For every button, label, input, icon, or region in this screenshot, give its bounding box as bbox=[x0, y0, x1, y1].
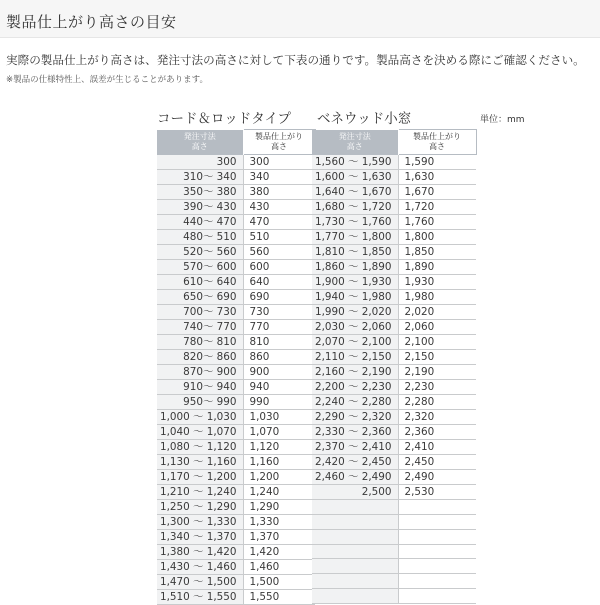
order-size-cell: 570～ 600 bbox=[157, 260, 243, 275]
table-row bbox=[312, 365, 476, 380]
order-size-cell: 870～ 900 bbox=[157, 365, 243, 380]
finished-height-cell: 2,280 bbox=[398, 395, 476, 410]
finished-height-cell: 2,100 bbox=[398, 335, 476, 350]
order-size-cell: 1,860 ～ 1,890 bbox=[312, 260, 398, 275]
intro-text: 実際の製品仕上がり高さは、発注寸法の高さに対して下表の通りです。製品高さを決める際にご確認ください。 bbox=[6, 53, 585, 67]
finished-height-cell: 1,670 bbox=[398, 185, 476, 200]
finished-height-cell: 1,590 bbox=[398, 155, 476, 170]
order-size-cell: 1,250 ～ 1,290 bbox=[157, 500, 243, 515]
finished-height-cell: 1,290 bbox=[243, 500, 315, 515]
finished-height-cell: 1,070 bbox=[243, 425, 315, 440]
order-size-cell: 2,110 ～ 2,150 bbox=[312, 350, 398, 365]
table-row bbox=[312, 514, 476, 529]
finished-height-cell: 1,630 bbox=[398, 170, 476, 185]
order-size-cell: 1,940 ～ 1,980 bbox=[312, 290, 398, 305]
finished-height-cell: 2,450 bbox=[398, 455, 476, 470]
finished-height-cell: 2,530 bbox=[398, 485, 476, 500]
order-size-cell: 2,330 ～ 2,360 bbox=[312, 425, 398, 440]
finished-height-cell: 470 bbox=[243, 215, 315, 230]
col-header-order-size: 発注寸法 高さ bbox=[312, 130, 398, 155]
table-row bbox=[157, 575, 315, 590]
table-row bbox=[312, 245, 476, 260]
table-row bbox=[312, 350, 476, 365]
finished-height-cell: 1,160 bbox=[243, 455, 315, 470]
table-row bbox=[157, 500, 315, 515]
order-size-cell: 1,130 ～ 1,160 bbox=[157, 455, 243, 470]
table-row bbox=[312, 320, 476, 335]
finished-height-cell: 1,720 bbox=[398, 200, 476, 215]
table-row bbox=[157, 425, 315, 440]
height-table-venewood bbox=[312, 129, 477, 604]
finished-height-cell: 770 bbox=[243, 320, 315, 335]
finished-height-cell: 2,020 bbox=[398, 305, 476, 320]
order-size-cell: 1,810 ～ 1,850 bbox=[312, 245, 398, 260]
table-row bbox=[157, 410, 315, 425]
table-row bbox=[312, 230, 476, 245]
col-header-order-size: 発注寸法 高さ bbox=[157, 130, 243, 155]
finished-height-cell: 1,850 bbox=[398, 245, 476, 260]
table-title-venewood: ベネウッド小窓 bbox=[317, 111, 412, 127]
table-row bbox=[157, 305, 315, 320]
order-size-cell bbox=[312, 574, 398, 589]
finished-height-cell: 2,060 bbox=[398, 320, 476, 335]
finished-height-cell: 2,410 bbox=[398, 440, 476, 455]
table-row bbox=[312, 410, 476, 425]
finished-height-cell: 510 bbox=[243, 230, 315, 245]
finished-height-cell: 1,760 bbox=[398, 215, 476, 230]
table-row bbox=[312, 185, 476, 200]
order-size-cell: 910～ 940 bbox=[157, 380, 243, 395]
order-size-cell bbox=[312, 500, 398, 515]
order-size-cell: 440～ 470 bbox=[157, 215, 243, 230]
finished-height-cell: 2,490 bbox=[398, 470, 476, 485]
table-row bbox=[157, 455, 315, 470]
order-size-cell: 1,990 ～ 2,020 bbox=[312, 305, 398, 320]
finished-height-cell: 300 bbox=[243, 155, 315, 170]
finished-height-cell: 690 bbox=[243, 290, 315, 305]
order-size-cell: 2,200 ～ 2,230 bbox=[312, 380, 398, 395]
table-row bbox=[312, 440, 476, 455]
finished-height-cell: 2,150 bbox=[398, 350, 476, 365]
finished-height-cell: 1,800 bbox=[398, 230, 476, 245]
order-size-cell: 1,510 ～ 1,550 bbox=[157, 590, 243, 605]
table-row bbox=[312, 574, 476, 589]
finished-height-cell: 1,890 bbox=[398, 260, 476, 275]
header-bar bbox=[0, 0, 600, 38]
order-size-cell: 1,640 ～ 1,670 bbox=[312, 185, 398, 200]
table-title-cord-rod: コード＆ロッドタイプ bbox=[157, 111, 292, 127]
col-header-finished-height: 製品仕上がり 高さ bbox=[398, 130, 476, 155]
finished-height-cell bbox=[398, 529, 476, 544]
finished-height-cell: 1,930 bbox=[398, 275, 476, 290]
table-row bbox=[157, 260, 315, 275]
finished-height-cell bbox=[398, 544, 476, 559]
table-row bbox=[312, 200, 476, 215]
table-row bbox=[157, 530, 315, 545]
table-row bbox=[312, 380, 476, 395]
finished-height-cell: 1,420 bbox=[243, 545, 315, 560]
page-title: 製品仕上がり高さの目安 bbox=[6, 13, 177, 31]
table-row bbox=[312, 305, 476, 320]
finished-height-cell: 380 bbox=[243, 185, 315, 200]
table-row bbox=[312, 155, 476, 170]
finished-height-cell: 1,200 bbox=[243, 470, 315, 485]
finished-height-cell: 900 bbox=[243, 365, 315, 380]
order-size-cell: 350～ 380 bbox=[157, 185, 243, 200]
order-size-cell: 1,340 ～ 1,370 bbox=[157, 530, 243, 545]
table-row bbox=[157, 485, 315, 500]
order-size-cell: 1,600 ～ 1,630 bbox=[312, 170, 398, 185]
order-size-cell: 2,160 ～ 2,190 bbox=[312, 365, 398, 380]
order-size-cell: 1,210 ～ 1,240 bbox=[157, 485, 243, 500]
table-row bbox=[312, 470, 476, 485]
order-size-cell: 480～ 510 bbox=[157, 230, 243, 245]
finished-height-cell: 1,330 bbox=[243, 515, 315, 530]
order-size-cell bbox=[312, 589, 398, 604]
table-row bbox=[157, 380, 315, 395]
order-size-cell: 1,000 ～ 1,030 bbox=[157, 410, 243, 425]
table-row bbox=[157, 200, 315, 215]
table-row bbox=[312, 170, 476, 185]
table-row bbox=[312, 290, 476, 305]
table-row bbox=[312, 544, 476, 559]
finished-height-cell: 1,550 bbox=[243, 590, 315, 605]
table-row bbox=[157, 515, 315, 530]
finished-height-cell: 810 bbox=[243, 335, 315, 350]
finished-height-cell: 640 bbox=[243, 275, 315, 290]
table-row bbox=[157, 545, 315, 560]
table-row bbox=[312, 529, 476, 544]
table-row bbox=[157, 470, 315, 485]
table-row bbox=[157, 335, 315, 350]
table-row bbox=[312, 425, 476, 440]
finished-height-cell: 2,190 bbox=[398, 365, 476, 380]
finished-height-cell: 2,360 bbox=[398, 425, 476, 440]
table-row bbox=[157, 155, 315, 170]
order-size-cell: 1,560 ～ 1,590 bbox=[312, 155, 398, 170]
finished-height-cell: 600 bbox=[243, 260, 315, 275]
order-size-cell: 1,470 ～ 1,500 bbox=[157, 575, 243, 590]
order-size-cell: 390～ 430 bbox=[157, 200, 243, 215]
finished-height-cell: 430 bbox=[243, 200, 315, 215]
finished-height-cell bbox=[398, 514, 476, 529]
order-size-cell: 520～ 560 bbox=[157, 245, 243, 260]
order-size-cell: 2,500 bbox=[312, 485, 398, 500]
order-size-cell: 610～ 640 bbox=[157, 275, 243, 290]
order-size-cell: 1,900 ～ 1,930 bbox=[312, 275, 398, 290]
table-row bbox=[312, 260, 476, 275]
order-size-cell: 1,430 ～ 1,460 bbox=[157, 560, 243, 575]
finished-height-cell: 2,230 bbox=[398, 380, 476, 395]
disclaimer-note: ※製品の仕様特性上、誤差が生じることがあります。 bbox=[6, 75, 208, 85]
table-row bbox=[312, 335, 476, 350]
order-size-cell: 1,730 ～ 1,760 bbox=[312, 215, 398, 230]
table-row bbox=[312, 500, 476, 515]
order-size-cell: 1,680 ～ 1,720 bbox=[312, 200, 398, 215]
table-row bbox=[157, 170, 315, 185]
order-size-cell bbox=[312, 544, 398, 559]
table-row bbox=[157, 590, 315, 605]
finished-height-cell: 730 bbox=[243, 305, 315, 320]
table-row bbox=[312, 215, 476, 230]
order-size-cell: 950～ 990 bbox=[157, 395, 243, 410]
order-size-cell: 1,380 ～ 1,420 bbox=[157, 545, 243, 560]
table-row bbox=[157, 275, 315, 290]
finished-height-cell bbox=[398, 574, 476, 589]
finished-height-cell: 340 bbox=[243, 170, 315, 185]
finished-height-cell: 940 bbox=[243, 380, 315, 395]
order-size-cell: 1,770 ～ 1,800 bbox=[312, 230, 398, 245]
order-size-cell: 650～ 690 bbox=[157, 290, 243, 305]
table-row bbox=[312, 275, 476, 290]
finished-height-cell: 1,500 bbox=[243, 575, 315, 590]
finished-height-cell: 860 bbox=[243, 350, 315, 365]
order-size-cell: 1,170 ～ 1,200 bbox=[157, 470, 243, 485]
order-size-cell: 2,370 ～ 2,410 bbox=[312, 440, 398, 455]
finished-height-cell: 560 bbox=[243, 245, 315, 260]
order-size-cell: 820～ 860 bbox=[157, 350, 243, 365]
order-size-cell: 2,240 ～ 2,280 bbox=[312, 395, 398, 410]
finished-height-cell: 1,240 bbox=[243, 485, 315, 500]
unit-label: 単位：mm bbox=[480, 115, 525, 125]
finished-height-cell: 1,120 bbox=[243, 440, 315, 455]
order-size-cell: 1,040 ～ 1,070 bbox=[157, 425, 243, 440]
finished-height-cell: 990 bbox=[243, 395, 315, 410]
table-row bbox=[157, 185, 315, 200]
table-row bbox=[157, 365, 315, 380]
table-row bbox=[312, 589, 476, 604]
finished-height-cell: 2,320 bbox=[398, 410, 476, 425]
order-size-cell: 1,080 ～ 1,120 bbox=[157, 440, 243, 455]
table-row bbox=[157, 395, 315, 410]
order-size-cell: 740～ 770 bbox=[157, 320, 243, 335]
finished-height-cell bbox=[398, 559, 476, 574]
finished-height-cell: 1,030 bbox=[243, 410, 315, 425]
order-size-cell bbox=[312, 559, 398, 574]
table-row bbox=[157, 290, 315, 305]
finished-height-cell: 1,370 bbox=[243, 530, 315, 545]
table-row bbox=[157, 440, 315, 455]
finished-height-cell: 1,460 bbox=[243, 560, 315, 575]
table-row bbox=[157, 230, 315, 245]
finished-height-cell: 1,980 bbox=[398, 290, 476, 305]
order-size-cell: 310～ 340 bbox=[157, 170, 243, 185]
table-row bbox=[312, 485, 476, 500]
order-size-cell: 1,300 ～ 1,330 bbox=[157, 515, 243, 530]
table-row bbox=[312, 455, 476, 470]
table-row bbox=[157, 245, 315, 260]
table-row bbox=[312, 559, 476, 574]
order-size-cell: 2,420 ～ 2,450 bbox=[312, 455, 398, 470]
order-size-cell: 2,290 ～ 2,320 bbox=[312, 410, 398, 425]
table-row bbox=[157, 320, 315, 335]
table-row bbox=[157, 350, 315, 365]
order-size-cell: 2,030 ～ 2,060 bbox=[312, 320, 398, 335]
order-size-cell bbox=[312, 514, 398, 529]
height-table-cord-rod bbox=[157, 129, 316, 605]
order-size-cell: 300 bbox=[157, 155, 243, 170]
finished-height-cell bbox=[398, 589, 476, 604]
col-header-finished-height: 製品仕上がり 高さ bbox=[243, 130, 315, 155]
order-size-cell bbox=[312, 529, 398, 544]
finished-height-cell bbox=[398, 500, 476, 515]
table-row bbox=[157, 215, 315, 230]
table-row bbox=[157, 560, 315, 575]
table-row bbox=[312, 395, 476, 410]
order-size-cell: 700～ 730 bbox=[157, 305, 243, 320]
order-size-cell: 2,070 ～ 2,100 bbox=[312, 335, 398, 350]
order-size-cell: 2,460 ～ 2,490 bbox=[312, 470, 398, 485]
order-size-cell: 780～ 810 bbox=[157, 335, 243, 350]
